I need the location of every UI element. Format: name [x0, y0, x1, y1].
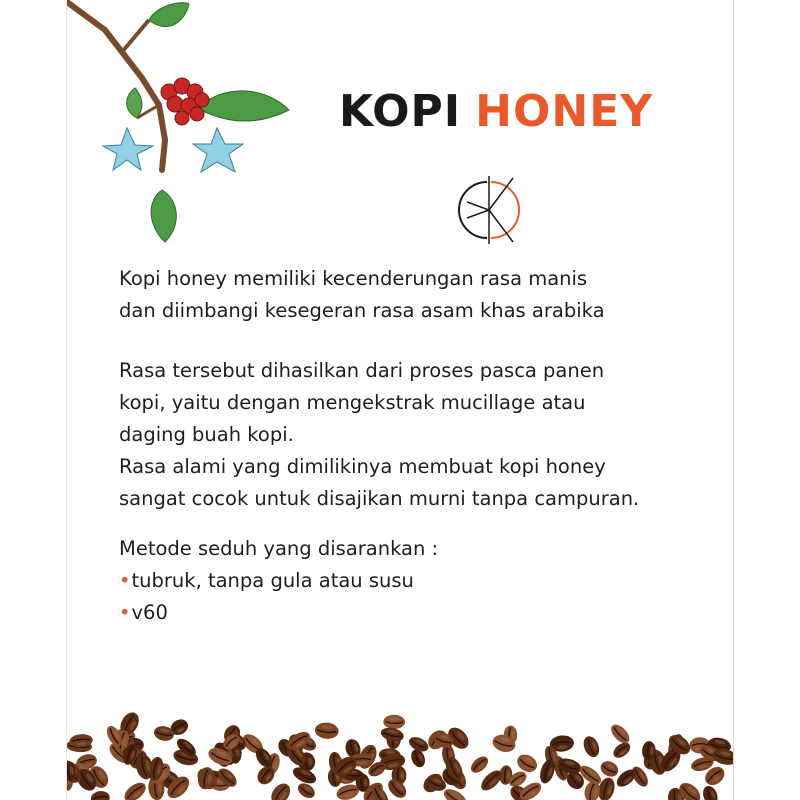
coffee-bean — [295, 780, 317, 800]
title-word-honey: HONEY — [475, 86, 654, 137]
title-word-kopi: KOPI — [339, 86, 462, 137]
product-card — [66, 0, 734, 800]
brew-methods — [119, 533, 709, 629]
coffee-branch-illustration — [67, 0, 307, 250]
coffee-bean — [379, 726, 405, 744]
page-title — [339, 86, 653, 137]
process-line: Rasa alami yang dimilikinya membuat kopi honey — [119, 455, 606, 478]
process-line: kopi, yaitu dengan mengekstrak mucillage atau — [119, 391, 586, 414]
brew-item-label: v60 — [131, 601, 168, 624]
coffee-bean — [608, 721, 633, 746]
brew-item — [119, 597, 709, 629]
coffee-bean — [581, 734, 602, 760]
intro-line: Kopi honey memiliki kecenderungan rasa manis — [119, 267, 588, 290]
brew-item — [119, 565, 709, 597]
coffee-brand-logo-icon — [455, 172, 525, 248]
coffee-bean — [90, 790, 111, 800]
brew-heading: Metode seduh yang disarankan : — [119, 537, 439, 560]
coffee-bean — [611, 740, 633, 761]
coffee-bean — [598, 758, 621, 779]
process-line: sangat cocok untuk disajikan murni tanpa campuran. — [119, 487, 640, 510]
brew-item-label: tubruk, tanpa gula atau susu — [131, 569, 414, 592]
coffee-bean — [267, 780, 294, 800]
process-line: Rasa tersebut dihasilkan dari proses pasca panen — [119, 359, 605, 382]
intro-line: dan diimbangi kesegeran rasa asam khas arabika — [119, 299, 605, 322]
coffee-bean — [514, 751, 540, 776]
coffee-bean — [314, 722, 339, 740]
process-line: daging buah kopi. — [119, 423, 294, 446]
bullet-icon: • — [119, 601, 131, 624]
bullet-icon: • — [119, 569, 131, 592]
coffee-bean — [121, 779, 149, 800]
coffee-beans-illustration — [67, 690, 733, 800]
process-paragraph — [119, 355, 709, 515]
coffee-bean — [383, 715, 405, 730]
intro-paragraph — [119, 263, 709, 327]
coffee-bean — [468, 753, 491, 776]
coffee-bean — [701, 784, 721, 800]
